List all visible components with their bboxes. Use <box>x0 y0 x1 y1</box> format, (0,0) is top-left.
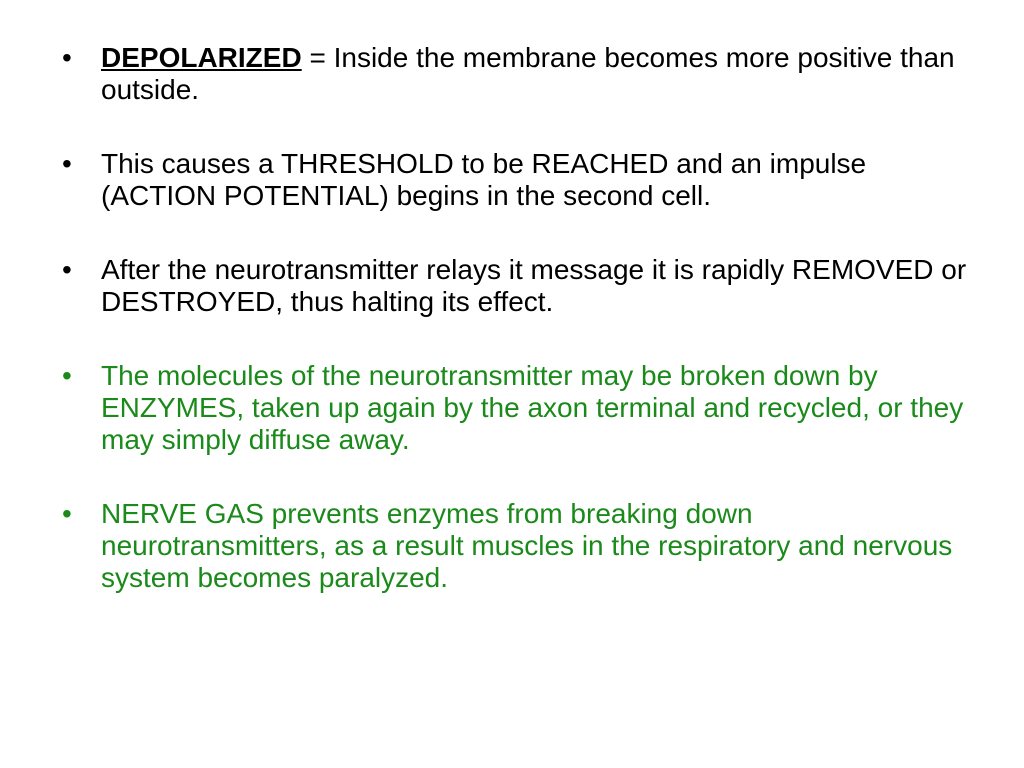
term-depolarized: DEPOLARIZED <box>101 42 302 73</box>
bullet-dot-icon: • <box>62 360 72 391</box>
bullet-dot-icon: • <box>62 498 72 529</box>
bullet-depolarized <box>56 42 984 106</box>
bullet-enzymes <box>56 360 984 456</box>
bullet-text: NERVE GAS prevents enzymes from breaking down neurotransmitters, as a result muscles in the respiratory and nervous system becomes paralyzed. <box>101 498 953 593</box>
bullet-list <box>56 42 984 594</box>
bullet-removed <box>56 254 984 318</box>
bullet-text: The molecules of the neurotransmitter may be broken down by ENZYMES, taken up again by the axon terminal and recycled, or they may simply diffuse away. <box>101 360 964 455</box>
bullet-text: This causes a THRESHOLD to be REACHED and an impulse (ACTION POTENTIAL) begins in the second cell. <box>101 148 867 211</box>
bullet-text: After the neurotransmitter relays it message it is rapidly REMOVED or DESTROYED, thus halting its effect. <box>101 254 967 317</box>
bullet-text: = Inside the membrane becomes more positive than outside. <box>101 42 955 105</box>
bullet-dot-icon: • <box>62 42 72 73</box>
bullet-threshold <box>56 148 984 212</box>
bullet-nerve-gas <box>56 498 984 594</box>
bullet-dot-icon: • <box>62 148 72 179</box>
bullet-dot-icon: • <box>62 254 72 285</box>
